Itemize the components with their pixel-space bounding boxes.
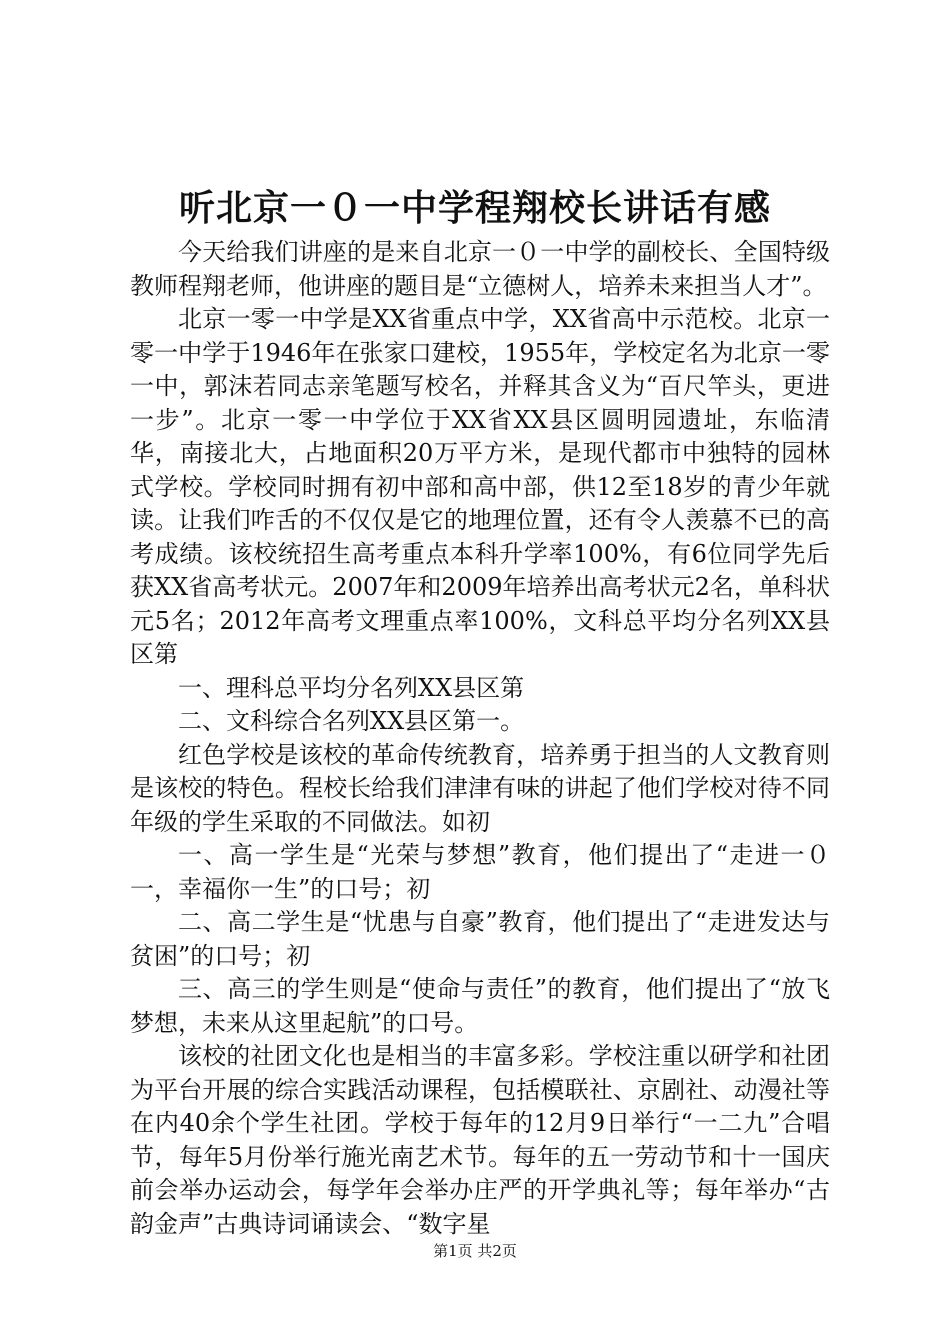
paragraph: 三、高三的学生则是“使命与责任”的教育，他们提出了“放飞梦想，未来从这里起航”的口号。 [130,975,830,1037]
paragraph: 一、理科总平均分名列XX县区第 [178,673,525,702]
document-body [130,236,830,1241]
page-footer: 第1页 共2页 [433,1242,517,1260]
document-title: 听北京一０一中学程翔校长讲话有感 [178,187,771,229]
paragraph: 红色学校是该校的革命传统教育，培养勇于担当的人文教育则是该校的特色。程校长给我们津津有味的讲起了他们学校对待不同年级的学生采取的不同做法。如初 [130,740,830,836]
paragraph: 该校的社团文化也是相当的丰富多彩。学校注重以研学和社团为平台开展的综合实践活动课程，包括模联社、京剧社、动漫社等在内40余个学生社团。学校于每年的12月9日举行“一二九”合唱节，每年5月份举行施光南艺术节。每年的五一劳动节和十一国庆前会举办运动会，每学年会举办庄严的开学典礼等；每年举办“古韵金声”古典诗词诵读会、“数字星 [130,1042,830,1238]
paragraph: 二、文科综合名列XX县区第一。 [178,707,525,735]
paragraph: 北京一零一中学是XX省重点中学，XX省高中示范校。北京一零一中学于1946年在张家口建校，1955年，学校定名为北京一零一中，郭沫若同志亲笔题写校名，并释其含义为“百尺竿头，更进一步”。北京一零一中学位于XX省XX县区圆明园遗址，东临清华，南接北大，占地面积20万平方米，是现代都市中独特的园林式学校。学校同时拥有初中部和高中部，供12至18岁的青少年就读。让我们咋舌的不仅仅是它的地理位置，还有令人羡慕不已的高考成绩。该校统招生高考重点本科升学率100%，有6位同学先后获XX省高考状元。2007年和2009年培养出高考状元2名，单科状元5名；2012年高考文理重点率100%，文科总平均分名列XX县区第 [130,305,830,668]
paragraph: 二、高二学生是“忧患与自豪”教育，他们提出了“走进发达与贫困”的口号；初 [130,908,830,970]
paragraph: 一、高一学生是“光荣与梦想”教育，他们提出了“走进一０一，幸福你一生”的口号；初 [130,841,830,903]
paragraph: 今天给我们讲座的是来自北京一０一中学的副校长、全国特级教师程翔老师，他讲座的题目是“立德树人，培养未来担当人才”。 [130,238,830,300]
